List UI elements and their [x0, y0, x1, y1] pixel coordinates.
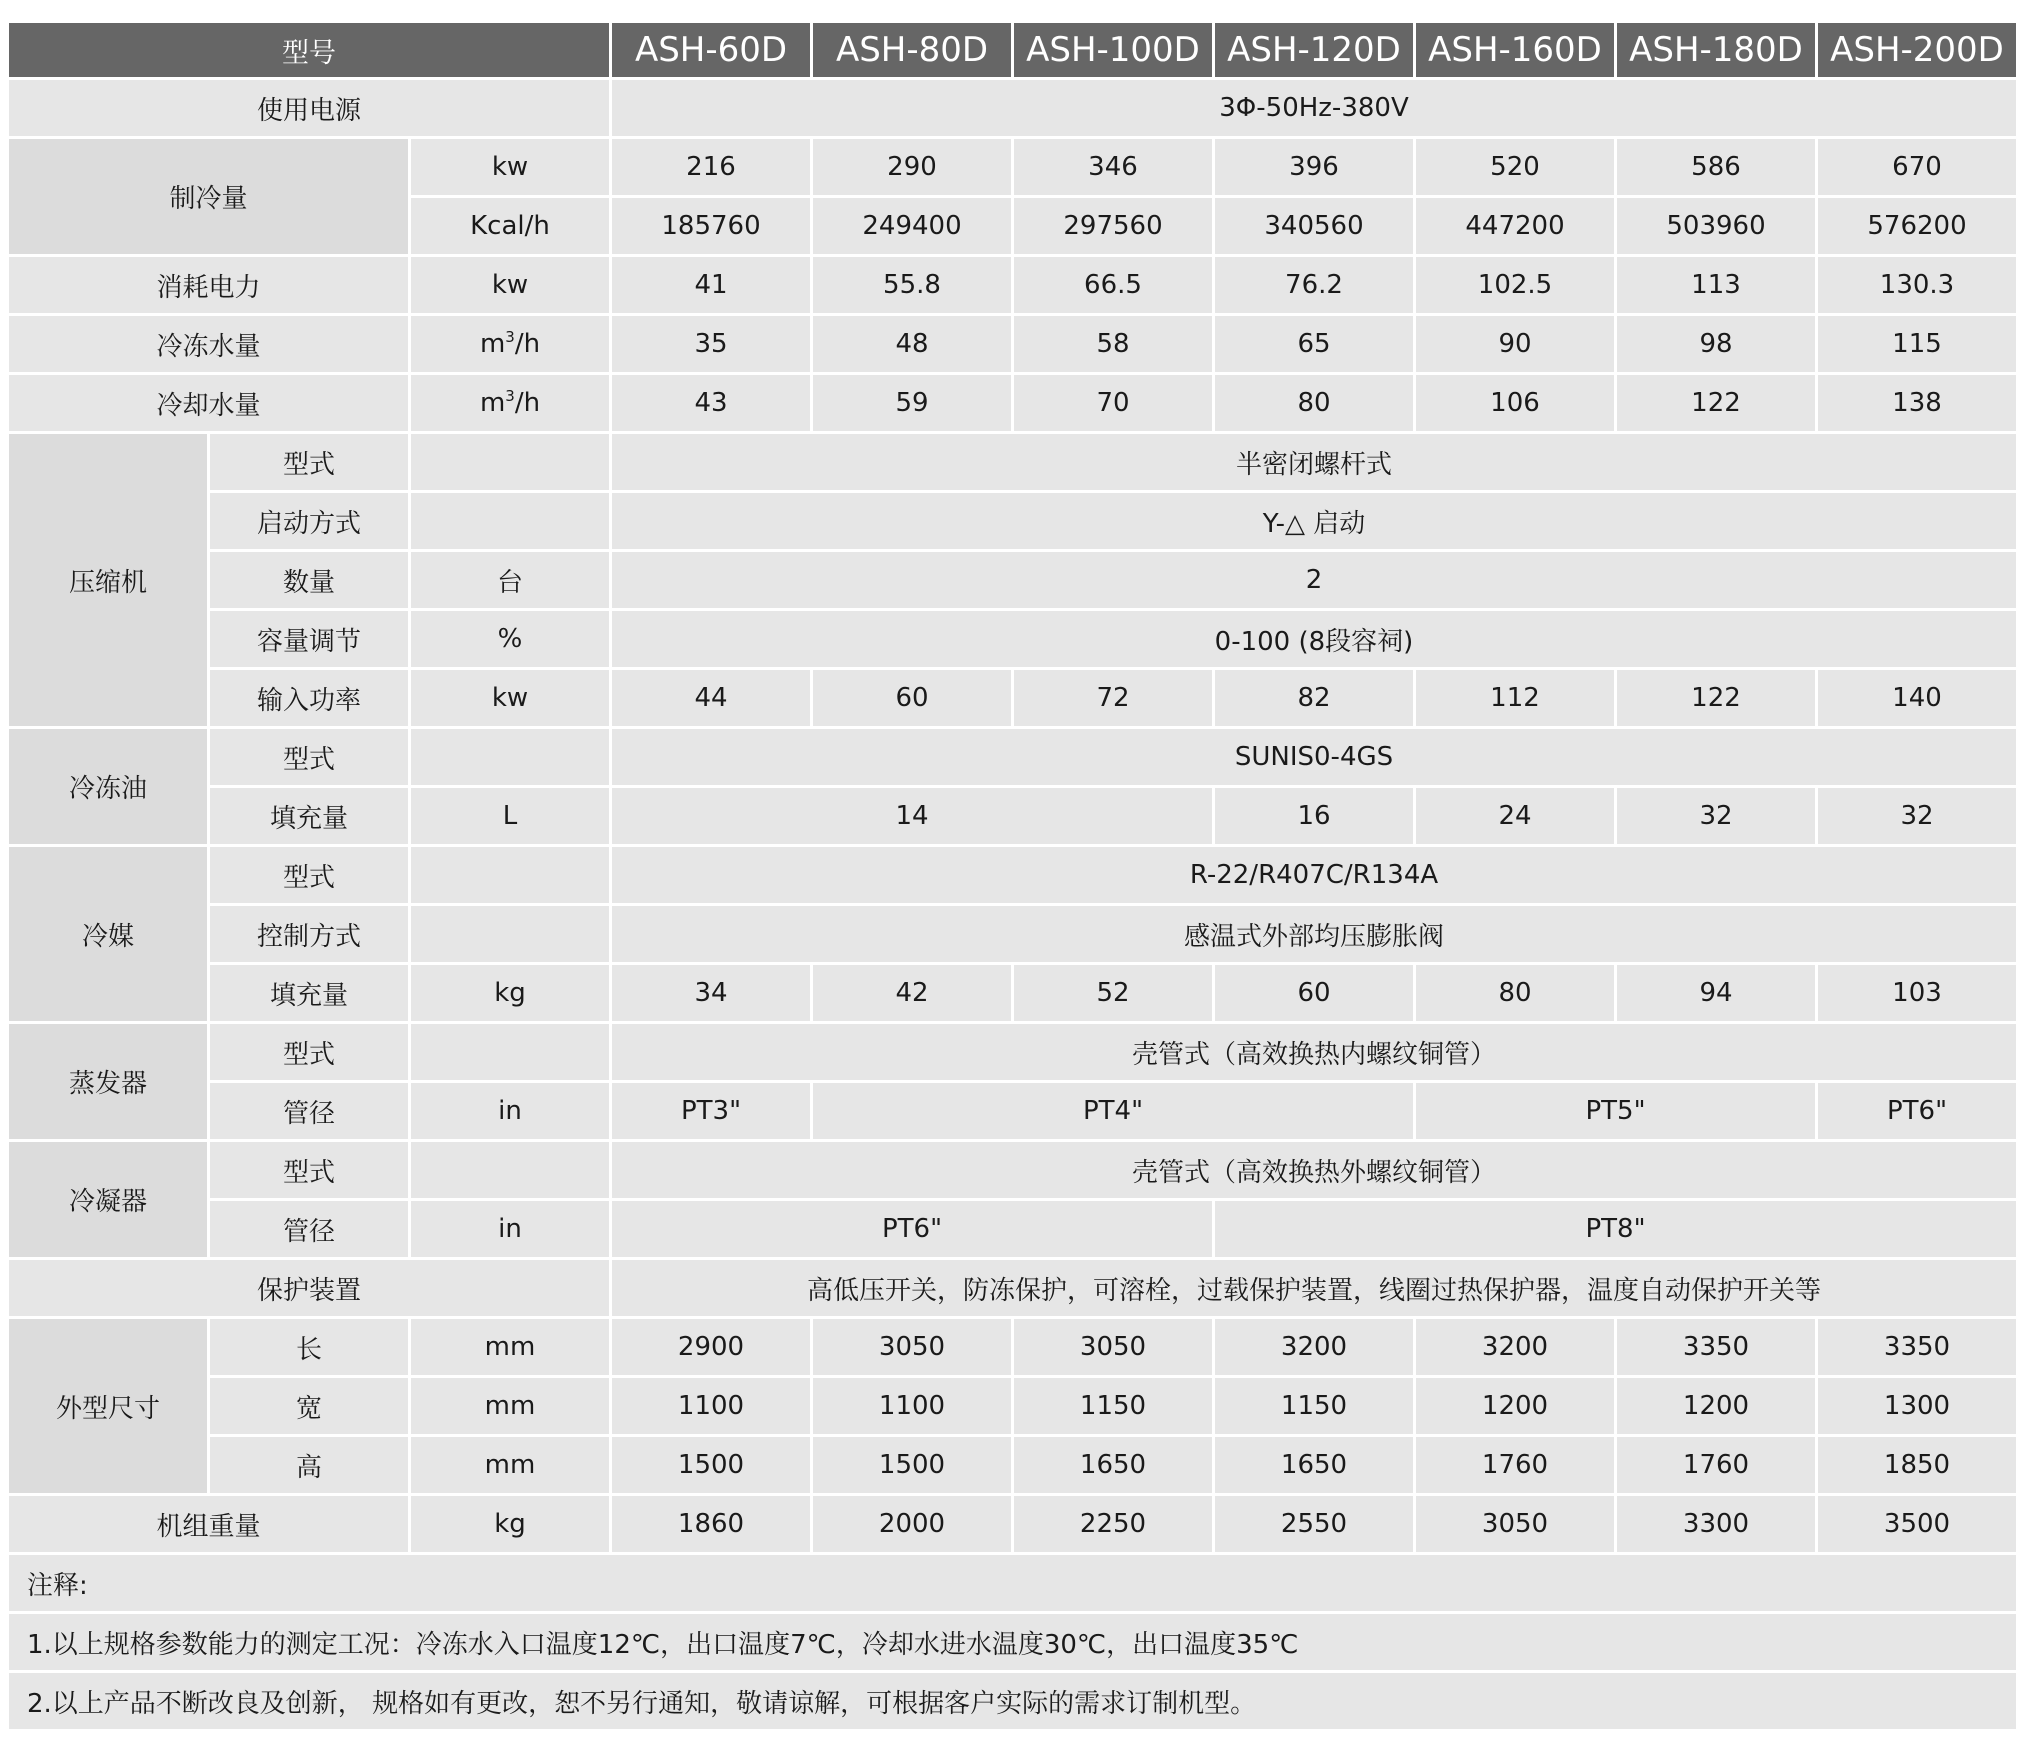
table-row	[9, 316, 2016, 372]
table-row	[9, 1378, 2016, 1434]
cell-value: 2550	[1215, 1496, 1413, 1552]
cell-value: 94	[1617, 965, 1815, 1021]
row-label: 高	[210, 1437, 408, 1493]
cell-value: 72	[1014, 670, 1212, 726]
group-label-dimensions: 外型尺寸	[9, 1319, 207, 1493]
model-header: ASH-80D	[813, 23, 1011, 77]
unit-cell: kg	[411, 965, 609, 1021]
row-label: 保护装置	[9, 1260, 609, 1316]
cell-value: 70	[1014, 375, 1212, 431]
cell-value: 1650	[1215, 1437, 1413, 1493]
group-label-condenser: 冷凝器	[9, 1142, 207, 1257]
group-label-evaporator: 蒸发器	[9, 1024, 207, 1139]
table-row	[9, 906, 2016, 962]
cell-value: 140	[1818, 670, 2016, 726]
cell-value: 58	[1014, 316, 1212, 372]
cell-value: 32	[1818, 788, 2016, 844]
unit-cell: L	[411, 788, 609, 844]
cell-value: 185760	[612, 198, 810, 254]
cell-value: 102.5	[1416, 257, 1614, 313]
unit-tail: /h	[514, 388, 541, 418]
unit-cell: %	[411, 611, 609, 667]
cell-value: 60	[813, 670, 1011, 726]
cell-value: 249400	[813, 198, 1011, 254]
cell-value: 1500	[612, 1437, 810, 1493]
table-row	[9, 1496, 2016, 1552]
cell-value: 41	[612, 257, 810, 313]
cell-value: 3350	[1617, 1319, 1815, 1375]
unit-superscript: 3	[505, 328, 515, 346]
cell-value: SUNIS0-4GS	[612, 729, 2016, 785]
cell-value: 感温式外部均压膨胀阀	[612, 906, 2016, 962]
cell-value: 98	[1617, 316, 1815, 372]
table-row	[9, 375, 2016, 431]
unit-cell	[411, 493, 609, 549]
cell-value: PT6"	[612, 1201, 1212, 1257]
row-label: 型式	[210, 1024, 408, 1080]
cell-value: 1860	[612, 1496, 810, 1552]
cell-value: 503960	[1617, 198, 1815, 254]
unit-cell	[411, 847, 609, 903]
cell-value: 576200	[1818, 198, 2016, 254]
cell-value: 43	[612, 375, 810, 431]
notes-title: 注释:	[9, 1555, 2016, 1611]
model-header: ASH-120D	[1215, 23, 1413, 77]
unit-cell	[411, 316, 609, 372]
cell-value: 1300	[1818, 1378, 2016, 1434]
cell-value: 447200	[1416, 198, 1614, 254]
cell-value: 115	[1818, 316, 2016, 372]
cell-value: 1100	[813, 1378, 1011, 1434]
cell-value: 44	[612, 670, 810, 726]
table-row	[9, 1319, 2016, 1375]
cell-value: PT4"	[813, 1083, 1413, 1139]
row-label: 启动方式	[210, 493, 408, 549]
cell-value: 130.3	[1818, 257, 2016, 313]
unit-cell: in	[411, 1083, 609, 1139]
model-header: ASH-160D	[1416, 23, 1614, 77]
unit-cell: mm	[411, 1319, 609, 1375]
cell-value: Y-△ 启动	[612, 493, 2016, 549]
cell-value: 1200	[1617, 1378, 1815, 1434]
cell-value: 59	[813, 375, 1011, 431]
cell-value: 35	[612, 316, 810, 372]
cell-value: PT5"	[1416, 1083, 1815, 1139]
cell-value: 346	[1014, 139, 1212, 195]
table-row	[9, 670, 2016, 726]
cell-value: 396	[1215, 139, 1413, 195]
row-label: 数量	[210, 552, 408, 608]
unit-cell	[411, 1142, 609, 1198]
cell-value: PT3"	[612, 1083, 810, 1139]
table-row	[9, 1201, 2016, 1257]
header-row	[9, 23, 2016, 77]
row-label: 宽	[210, 1378, 408, 1434]
cell-value: 高低压开关，防冻保护，可溶栓，过载保护装置，线圈过热保护器，温度自动保护开关等	[612, 1260, 2016, 1316]
cell-value: 1500	[813, 1437, 1011, 1493]
cell-value: 52	[1014, 965, 1212, 1021]
table-row	[9, 1555, 2016, 1611]
table-row	[9, 434, 2016, 490]
table-row	[9, 1673, 2016, 1729]
cell-value: 670	[1818, 139, 2016, 195]
cell-value: 340560	[1215, 198, 1413, 254]
unit-cell	[411, 906, 609, 962]
row-label: 容量调节	[210, 611, 408, 667]
cell-value: 82	[1215, 670, 1413, 726]
cell-value: 壳管式（高效换热内螺纹铜管）	[612, 1024, 2016, 1080]
cell-value: 1150	[1014, 1378, 1212, 1434]
unit-cell	[411, 375, 609, 431]
table-row	[9, 965, 2016, 1021]
unit-cell	[411, 1024, 609, 1080]
unit-base: m	[479, 329, 506, 359]
cell-value: 60	[1215, 965, 1413, 1021]
table-row	[9, 788, 2016, 844]
unit-cell: kg	[411, 1496, 609, 1552]
table-row	[9, 1142, 2016, 1198]
table-row	[9, 1614, 2016, 1670]
row-label: 输入功率	[210, 670, 408, 726]
cell-value: 122	[1617, 670, 1815, 726]
cell-value: 80	[1416, 965, 1614, 1021]
cell-value: 1200	[1416, 1378, 1614, 1434]
unit-cell: kw	[411, 670, 609, 726]
unit-cell: in	[411, 1201, 609, 1257]
note-line: 1.以上规格参数能力的测定工况：冷冻水入口温度12℃，出口温度7℃，冷却水进水温度30℃，出口温度35℃	[9, 1614, 2016, 1670]
spec-table	[6, 20, 2019, 1732]
cell-value: 3050	[1014, 1319, 1212, 1375]
cell-value: 24	[1416, 788, 1614, 844]
cell-value: 3050	[1416, 1496, 1614, 1552]
cell-value: 520	[1416, 139, 1614, 195]
unit-tail: /h	[514, 329, 541, 359]
table-row	[9, 552, 2016, 608]
cell-value: 216	[612, 139, 810, 195]
row-label: 长	[210, 1319, 408, 1375]
table-row	[9, 1024, 2016, 1080]
cell-value: 3Φ-50Hz-380V	[612, 80, 2016, 136]
row-label: 型式	[210, 1142, 408, 1198]
cell-value: 2900	[612, 1319, 810, 1375]
cell-value: 3200	[1416, 1319, 1614, 1375]
cell-value: 48	[813, 316, 1011, 372]
note-line: 2.以上产品不断改良及创新， 规格如有更改，恕不另行通知，敬请谅解，可根据客户实际的需求订制机型。	[9, 1673, 2016, 1729]
unit-base: m	[479, 388, 506, 418]
cell-value: 3500	[1818, 1496, 2016, 1552]
cell-value: 1850	[1818, 1437, 2016, 1493]
cell-value: 138	[1818, 375, 2016, 431]
unit-cell	[411, 434, 609, 490]
table-row	[9, 1083, 2016, 1139]
cell-value: 103	[1818, 965, 2016, 1021]
model-header: ASH-200D	[1818, 23, 2016, 77]
table-row	[9, 1437, 2016, 1493]
table-row	[9, 257, 2016, 313]
table-row	[9, 139, 2016, 195]
unit-cell: kw	[411, 139, 609, 195]
group-label-oil: 冷冻油	[9, 729, 207, 844]
row-label: 控制方式	[210, 906, 408, 962]
unit-cell	[411, 729, 609, 785]
unit-cell: mm	[411, 1378, 609, 1434]
unit-superscript: 3	[505, 387, 515, 405]
cell-value: 290	[813, 139, 1011, 195]
cell-value: 壳管式（高效换热外螺纹铜管）	[612, 1142, 2016, 1198]
cell-value: 2000	[813, 1496, 1011, 1552]
cell-value: 14	[612, 788, 1212, 844]
cell-value: 112	[1416, 670, 1614, 726]
row-label: 制冷量	[9, 139, 408, 254]
cell-value: 122	[1617, 375, 1815, 431]
cell-value: 90	[1416, 316, 1614, 372]
cell-value: 76.2	[1215, 257, 1413, 313]
cell-value: 2	[612, 552, 2016, 608]
row-label: 机组重量	[9, 1496, 408, 1552]
cell-value: 32	[1617, 788, 1815, 844]
cell-value: 586	[1617, 139, 1815, 195]
row-label: 型式	[210, 729, 408, 785]
table-row	[9, 729, 2016, 785]
row-label: 冷冻水量	[9, 316, 408, 372]
table-row	[9, 80, 2016, 136]
row-label: 填充量	[210, 965, 408, 1021]
cell-value: 3300	[1617, 1496, 1815, 1552]
cell-value: 113	[1617, 257, 1815, 313]
cell-value: R-22/R407C/R134A	[612, 847, 2016, 903]
model-header: ASH-180D	[1617, 23, 1815, 77]
table-row	[9, 1260, 2016, 1316]
model-header: ASH-60D	[612, 23, 810, 77]
model-header-label: 型号	[9, 23, 609, 77]
cell-value: 1150	[1215, 1378, 1413, 1434]
row-label: 使用电源	[9, 80, 609, 136]
row-label: 填充量	[210, 788, 408, 844]
cell-value: 65	[1215, 316, 1413, 372]
cell-value: 1760	[1416, 1437, 1614, 1493]
cell-value: 1650	[1014, 1437, 1212, 1493]
unit-cell: 台	[411, 552, 609, 608]
model-header: ASH-100D	[1014, 23, 1212, 77]
cell-value: 297560	[1014, 198, 1212, 254]
cell-value: 0-100 (8段容祠)	[612, 611, 2016, 667]
unit-cell: mm	[411, 1437, 609, 1493]
table-row	[9, 493, 2016, 549]
row-label: 管径	[210, 1201, 408, 1257]
row-label: 型式	[210, 847, 408, 903]
cell-value: 3350	[1818, 1319, 2016, 1375]
row-label: 型式	[210, 434, 408, 490]
group-label-compressor: 压缩机	[9, 434, 207, 726]
cell-value: PT8"	[1215, 1201, 2016, 1257]
unit-cell: Kcal/h	[411, 198, 609, 254]
cell-value: 3050	[813, 1319, 1011, 1375]
unit-cell: kw	[411, 257, 609, 313]
row-label: 消耗电力	[9, 257, 408, 313]
cell-value: 2250	[1014, 1496, 1212, 1552]
cell-value: 34	[612, 965, 810, 1021]
cell-value: 16	[1215, 788, 1413, 844]
table-row	[9, 611, 2016, 667]
cell-value: 半密闭螺杆式	[612, 434, 2016, 490]
cell-value: 1760	[1617, 1437, 1815, 1493]
cell-value: 66.5	[1014, 257, 1212, 313]
cell-value: 3200	[1215, 1319, 1413, 1375]
cell-value: 1100	[612, 1378, 810, 1434]
cell-value: 106	[1416, 375, 1614, 431]
cell-value: 55.8	[813, 257, 1011, 313]
row-label: 管径	[210, 1083, 408, 1139]
cell-value: 42	[813, 965, 1011, 1021]
group-label-refrigerant: 冷媒	[9, 847, 207, 1021]
cell-value: PT6"	[1818, 1083, 2016, 1139]
table-row	[9, 847, 2016, 903]
row-label: 冷却水量	[9, 375, 408, 431]
cell-value: 80	[1215, 375, 1413, 431]
